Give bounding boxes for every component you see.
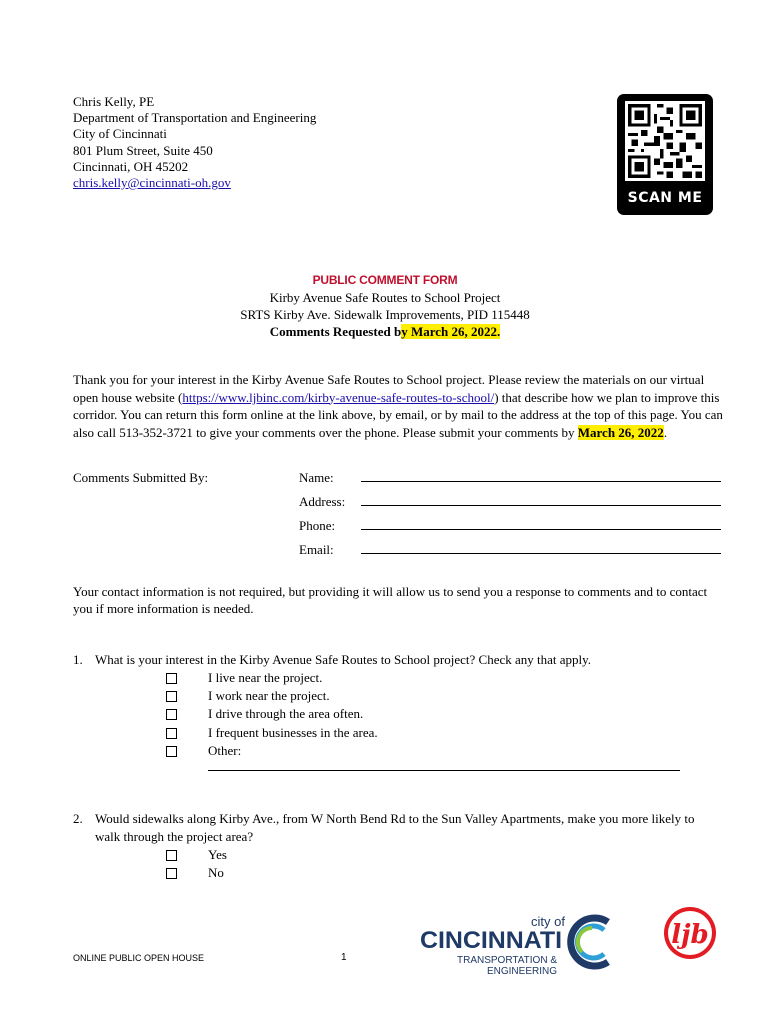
checkbox-icon[interactable] [166, 728, 177, 739]
email-field-row [299, 542, 723, 566]
intro-end: . [663, 424, 668, 440]
question-1-number: 1. [73, 652, 83, 667]
project-pid: SRTS Kirby Ave. Sidewalk Improvements, PID 115448 [240, 307, 530, 322]
other-blank-line[interactable] [208, 760, 680, 771]
sender-name: Chris Kelly, PE [73, 94, 155, 109]
contact-note: Your contact information is not required, but providing it will allow us to send you a response to comments and to contact you if more information is needed. [73, 584, 708, 616]
sender-address-block [73, 94, 316, 191]
option-live-near[interactable] [73, 669, 723, 687]
name-field-row [299, 470, 723, 494]
qr-scan-label: SCAN ME [627, 190, 703, 206]
comments-requested-date: y March 26, 2022. [401, 324, 501, 339]
option-label: I work near the project. [208, 688, 330, 704]
option-other[interactable] [73, 742, 723, 760]
name-blank-line[interactable] [361, 481, 721, 482]
sender-street: 801 Plum Street, Suite 450 [73, 142, 213, 158]
address-blank-line[interactable] [361, 505, 721, 506]
question-1 [73, 651, 723, 771]
checkbox-icon[interactable] [166, 709, 177, 720]
qr-code-badge[interactable] [617, 94, 713, 215]
option-label: No [208, 865, 224, 881]
sender-email-link[interactable]: chris.kelly@cincinnati-oh.gov [73, 175, 231, 191]
checkbox-icon[interactable] [166, 868, 177, 879]
address-field-row [299, 494, 723, 518]
phone-blank-line[interactable] [361, 529, 721, 530]
sender-city-state-zip: Cincinnati, OH 45202 [73, 158, 189, 174]
sender-department: Department of Transportation and Engineering [73, 110, 317, 126]
cincinnati-c-mark-icon [571, 918, 608, 966]
question-2 [73, 810, 723, 882]
open-house-link[interactable]: https://www.ljbinc.com/kirby-avenue-safe-routes-to-school/ [182, 389, 495, 405]
option-drive-through[interactable] [73, 705, 723, 723]
checkbox-icon[interactable] [166, 673, 177, 684]
question-2-number: 2. [73, 811, 83, 826]
contact-section-label: Comments Submitted By: [73, 470, 209, 485]
phone-label: Phone: [299, 518, 336, 533]
logo-city-of: city of [531, 914, 565, 929]
intro-text-2: ) that describe how we plan to improve this corridor. You can return this form online at the link above, by email, or by mail to the address at the top of this page. You can also call 513-352-3721 to give your comments over the phone. Please submit your comments by [73, 389, 723, 440]
intro-deadline: March 26, 2022 [577, 424, 664, 440]
checkbox-icon[interactable] [166, 850, 177, 861]
email-label: Email: [299, 542, 334, 557]
form-title: PUBLIC COMMENT FORM [312, 273, 458, 287]
question-2-options [73, 846, 723, 882]
form-heading [0, 272, 770, 340]
project-name: Kirby Avenue Safe Routes to School Project [269, 290, 501, 305]
ljb-logo [662, 905, 718, 961]
email-blank-line[interactable] [361, 553, 721, 554]
logo-transportation: TRANSPORTATION & [456, 955, 557, 966]
sender-city: City of Cincinnati [73, 126, 167, 142]
phone-field-row [299, 518, 723, 542]
option-label: Yes [208, 847, 227, 862]
option-frequent-businesses[interactable] [73, 724, 723, 742]
footer-label: ONLINE PUBLIC OPEN HOUSE [73, 953, 205, 963]
question-1-text: What is your interest in the Kirby Avenue Safe Routes to School project? Check any that apply. [95, 652, 592, 667]
option-work-near[interactable] [73, 687, 723, 705]
option-label: Other: [208, 742, 242, 758]
name-label: Name: [299, 470, 334, 485]
option-label: I drive through the area often. [208, 706, 364, 722]
option-yes[interactable] [73, 846, 723, 864]
checkbox-icon[interactable] [166, 746, 177, 757]
option-no[interactable] [73, 864, 723, 882]
page-number: 1 [341, 952, 347, 963]
logo-cincinnati: CINCINNATI [420, 927, 562, 954]
intro-text-1: Thank you for your interest in the Kirby Avenue Safe Routes to School project. Please review the materials on our virtual open house website ( [73, 372, 705, 405]
contact-fields [299, 470, 723, 566]
comments-requested-prefix: Comments Requested b [269, 324, 402, 339]
comments-requested [0, 323, 770, 340]
ljb-logo-text: ljb [671, 920, 709, 950]
question-2-text: Would sidewalks along Kirby Ave., from W North Bend Rd to the Sun Valley Apartments, make you more likely to walk through the project area? [95, 811, 695, 844]
option-label: I live near the project. [208, 670, 323, 685]
option-label: I frequent businesses in the area. [208, 724, 378, 740]
cincinnati-logo [420, 908, 620, 980]
question-1-options [73, 669, 723, 771]
qr-code-icon [625, 101, 705, 181]
address-label: Address: [299, 494, 346, 509]
intro-paragraph [73, 371, 723, 441]
checkbox-icon[interactable] [166, 691, 177, 702]
logo-engineering: ENGINEERING [486, 966, 557, 977]
